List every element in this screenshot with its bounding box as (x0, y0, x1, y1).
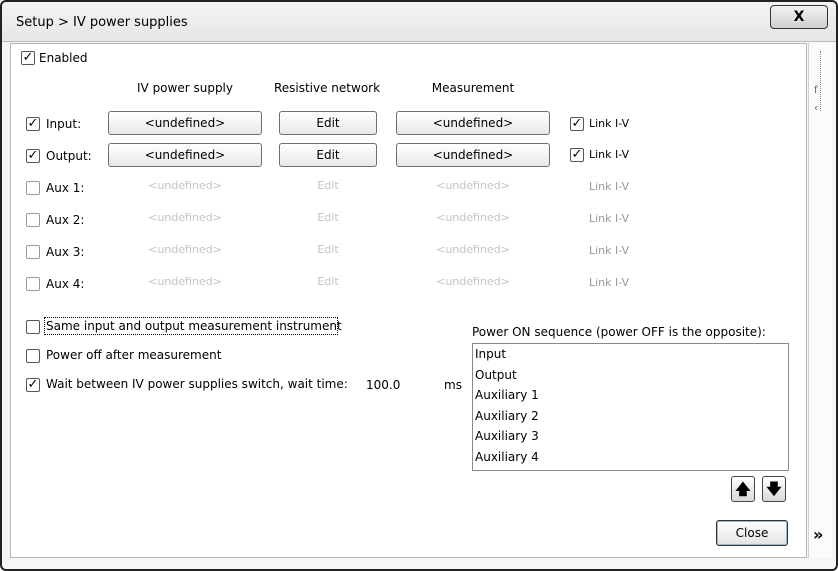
aux3-network-edit-button[interactable]: Edit (317, 243, 339, 256)
aux3-checkbox[interactable] (26, 245, 40, 259)
header-iv-power-supply: IV power supply (137, 81, 233, 95)
wait-time-input[interactable]: 100.0 (366, 378, 401, 392)
output-measurement-button[interactable]: <undefined> (396, 143, 550, 167)
enabled-checkbox[interactable]: ✓ (22, 50, 34, 65)
wait-between-label: Wait between IV power supplies switch, wait time: (46, 377, 348, 391)
arrow-up-icon: 🡅 (735, 480, 751, 498)
aux2-label: Aux 2: (46, 213, 85, 227)
output-supply-button[interactable]: <undefined> (108, 143, 262, 167)
aux4-measurement-button[interactable]: <undefined> (436, 275, 510, 288)
input-link-iv-checkbox[interactable]: ✓ (571, 116, 583, 131)
list-item[interactable]: Auxiliary 1 (475, 388, 539, 402)
aux4-label: Aux 4: (46, 277, 85, 291)
aux1-checkbox[interactable] (26, 181, 40, 195)
list-item[interactable]: Auxiliary 3 (475, 429, 539, 443)
aux4-link-iv-label: Link I-V (589, 276, 630, 289)
sequence-title: Power ON sequence (power OFF is the opposite): (472, 325, 766, 339)
arrow-down-icon: 🡇 (766, 480, 782, 498)
wait-time-unit: ms (444, 378, 462, 392)
aux2-measurement-button[interactable]: <undefined> (436, 211, 510, 224)
same-instrument-checkbox[interactable] (26, 320, 40, 334)
input-label: Input: (46, 117, 82, 131)
close-icon: X (793, 9, 805, 25)
title-bar (2, 2, 836, 42)
window-title: Setup > IV power supplies (16, 15, 188, 30)
side-collapse-icon[interactable]: ‹ (814, 103, 818, 114)
output-link-iv-checkbox[interactable]: ✓ (571, 147, 583, 162)
side-marker-icon: f (814, 85, 818, 96)
aux4-supply-button[interactable]: <undefined> (148, 275, 222, 288)
aux1-measurement-button[interactable]: <undefined> (436, 179, 510, 192)
move-down-button[interactable] (762, 476, 786, 502)
power-off-after-checkbox[interactable] (26, 349, 40, 363)
header-resistive-network: Resistive network (273, 81, 381, 95)
list-item[interactable]: Input (475, 347, 507, 361)
side-panel (808, 43, 832, 558)
header-measurement: Measurement (431, 81, 515, 95)
power-off-after-label: Power off after measurement (46, 348, 222, 362)
output-label: Output: (46, 149, 92, 163)
output-checkbox[interactable]: ✓ (27, 148, 39, 163)
sequence-list[interactable] (472, 343, 789, 471)
aux3-link-iv-label: Link I-V (589, 244, 630, 257)
move-up-button[interactable] (731, 476, 755, 502)
wait-between-checkbox[interactable]: ✓ (27, 377, 39, 392)
aux2-link-iv-label: Link I-V (589, 212, 630, 225)
aux1-network-edit-button[interactable]: Edit (317, 179, 339, 192)
output-link-iv-label: Link I-V (589, 148, 630, 161)
close-button[interactable]: Close (716, 520, 788, 546)
output-network-edit-button[interactable]: Edit (279, 143, 377, 167)
list-item[interactable]: Auxiliary 2 (475, 409, 539, 423)
window-close-button[interactable] (770, 5, 828, 29)
same-instrument-label: Same input and output measurement instrument (46, 319, 342, 333)
aux1-label: Aux 1: (46, 181, 85, 195)
input-supply-button[interactable]: <undefined> (108, 111, 262, 135)
list-item[interactable]: Auxiliary 4 (475, 450, 539, 464)
expand-icon[interactable]: » (813, 525, 824, 544)
aux1-link-iv-label: Link I-V (589, 180, 630, 193)
aux4-checkbox[interactable] (26, 277, 40, 291)
list-item[interactable]: Output (475, 368, 517, 382)
aux3-supply-button[interactable]: <undefined> (148, 243, 222, 256)
aux1-supply-button[interactable]: <undefined> (148, 179, 222, 192)
input-network-edit-button[interactable]: Edit (279, 111, 377, 135)
aux2-checkbox[interactable] (26, 213, 40, 227)
input-measurement-button[interactable]: <undefined> (396, 111, 550, 135)
aux3-label: Aux 3: (46, 245, 85, 259)
side-divider (820, 51, 822, 111)
aux3-measurement-button[interactable]: <undefined> (436, 243, 510, 256)
input-link-iv-label: Link I-V (589, 117, 630, 130)
aux2-network-edit-button[interactable]: Edit (317, 211, 339, 224)
aux2-supply-button[interactable]: <undefined> (148, 211, 222, 224)
enabled-label: Enabled (39, 51, 88, 65)
aux4-network-edit-button[interactable]: Edit (317, 275, 339, 288)
input-checkbox[interactable]: ✓ (27, 116, 39, 131)
